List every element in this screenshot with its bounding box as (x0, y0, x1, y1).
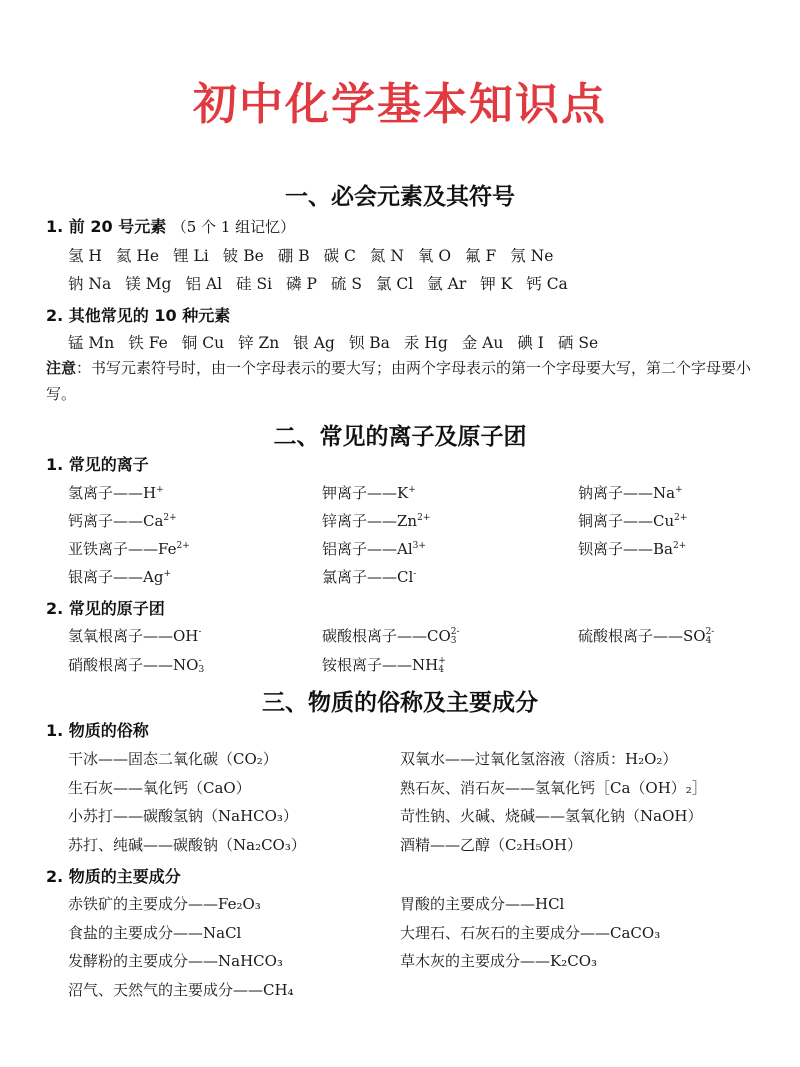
ion-entry (322, 510, 430, 531)
ion-entry (322, 482, 416, 503)
group-charge: 2- (705, 627, 715, 637)
s1-sub2-heading: 2. 其他常见的 10 种元素 (46, 306, 231, 325)
group-text: 铵根离子——NH (322, 656, 439, 674)
section-3-heading: 三、物质的俗称及主要成分 (262, 690, 538, 716)
ion-text: 银离子——Ag (68, 568, 164, 586)
element-row-2 (68, 272, 582, 294)
substance-entry: 干冰——固态二氧化碳（CO₂） (68, 750, 278, 768)
substance-entry: 苏打、纯碱——碳酸钠（Na₂CO₃） (68, 835, 306, 854)
page-title: 初中化学基本知识点 (193, 79, 607, 130)
element-symbol: 银 Ag (293, 334, 335, 352)
section-1-heading: 一、必会元素及其符号 (285, 184, 515, 210)
ion-entry (68, 482, 164, 503)
ion-text: 钠离子——Na (578, 484, 676, 502)
group-text: 硫酸根离子——SO (578, 627, 706, 645)
element-symbol: 铁 Fe (128, 334, 168, 352)
element-symbol: 铜 Cu (181, 334, 225, 352)
group-text: 碳酸根离子——CO (322, 627, 451, 645)
substance-entry: 生石灰——氧化钙（CaO） (68, 778, 251, 797)
group-charge: + (438, 656, 446, 666)
ion-entry (322, 566, 416, 587)
s2-sub1-heading: 1. 常见的离子 (46, 455, 149, 474)
ion-charge: 3+ (412, 541, 426, 551)
element-symbol: 钡 Ba (348, 334, 390, 352)
s1-sub1-label: 1. 前 20 号元素 (46, 217, 167, 236)
substance-entry: 酒精——乙醇（C₂H₅OH） (400, 835, 582, 854)
s1-sub1-note: （5 个 1 组记忆） (171, 218, 296, 236)
element-symbol: 钙 Ca (526, 275, 568, 293)
element-symbol: 镁 Mg (125, 275, 172, 293)
group-subscript: 4 (438, 665, 444, 675)
element-symbol: 碳 C (323, 247, 356, 265)
element-symbol: 氖 Ne (510, 247, 554, 265)
ion-charge: + (163, 569, 171, 579)
s3-sub2-heading: 2. 物质的主要成分 (46, 867, 181, 886)
element-symbol: 氯 Cl (375, 275, 414, 293)
s2-sub2-heading: 2. 常见的原子团 (46, 599, 165, 618)
ion-charge: + (675, 485, 683, 495)
element-symbol: 氮 N (369, 247, 404, 265)
ion-text: 铝离子——Al (322, 540, 413, 558)
group-charge: - (198, 656, 202, 666)
substance-entry: 小苏打——碳酸氢钠（NaHCO₃） (68, 807, 298, 825)
ion-text: 铜离子——Cu (578, 512, 675, 530)
substance-entry: 大理石、石灰石的主要成分——CaCO₃ (400, 923, 661, 942)
ion-text: 钙离子——Ca (68, 512, 164, 530)
element-symbol: 金 Au (461, 334, 504, 352)
substance-entry: 草木灰的主要成分——K₂CO₃ (400, 952, 598, 970)
substance-entry: 沼气、天然气的主要成分——CH₄ (68, 980, 294, 999)
group-subscript (198, 637, 201, 646)
note-paragraph (46, 355, 766, 407)
group-subscript: 3 (450, 636, 457, 646)
ion-text: 氢离子——H (68, 484, 157, 502)
element-symbol: 锌 Zn (238, 334, 280, 352)
ion-text: 钾离子——K (322, 484, 409, 502)
element-symbol: 锂 Li (173, 247, 209, 265)
element-symbol: 硅 Si (236, 275, 273, 293)
group-subscript: 4 (705, 636, 712, 646)
ion-entry (68, 566, 171, 587)
element-symbol: 氟 F (465, 247, 497, 265)
atomic-group-entry (322, 654, 446, 675)
element-symbol: 硒 Se (557, 334, 599, 352)
group-subscript: 3 (198, 665, 205, 675)
ion-text: 氯离子——Cl (322, 568, 414, 586)
group-charge: - (198, 627, 202, 637)
element-symbol: 氢 H (68, 247, 102, 265)
substance-entry: 发酵粉的主要成分——NaHCO₃ (68, 952, 283, 970)
atomic-group-entry (68, 654, 204, 675)
substance-entry: 熟石灰、消石灰——氢氧化钙［Ca（OH）₂］ (400, 778, 707, 797)
substance-entry: 赤铁矿的主要成分——Fe₂O₃ (68, 895, 261, 913)
group-text: 氢氧根离子——OH (68, 627, 199, 645)
ion-charge: 2+ (674, 513, 688, 523)
element-symbol: 氩 Ar (427, 275, 467, 293)
element-symbol: 氧 O (417, 247, 452, 265)
substance-entry: 胃酸的主要成分——HCl (400, 895, 565, 913)
ion-charge: - (413, 569, 417, 579)
ion-text: 钡离子——Ba (578, 540, 673, 558)
element-symbol: 钾 K (480, 275, 513, 293)
ion-text: 亚铁离子——Fe (68, 540, 177, 558)
element-row-3 (68, 331, 612, 353)
substance-entry: 食盐的主要成分——NaCl (68, 923, 242, 942)
element-row-1 (68, 244, 567, 266)
element-symbol: 铝 Al (185, 275, 223, 293)
group-charge: 2- (450, 627, 460, 637)
element-symbol: 铍 Be (222, 247, 264, 265)
s1-sub1-heading (46, 214, 295, 237)
ion-entry (68, 510, 177, 531)
substance-entry: 双氧水——过氧化氢溶液（溶质：H₂O₂） (400, 750, 678, 768)
substance-entry: 苛性钠、火碱、烧碱——氢氧化钠（NaOH） (400, 807, 703, 825)
element-symbol: 磷 P (286, 275, 317, 293)
atomic-group-entry (68, 625, 201, 646)
atomic-group-entry (578, 625, 714, 646)
s3-sub1-heading: 1. 物质的俗称 (46, 721, 149, 740)
ion-entry (322, 538, 426, 559)
element-symbol: 氦 He (115, 247, 160, 265)
ion-charge: 2+ (176, 541, 190, 551)
note-text: ：书写元素符号时，由一个字母表示的要大写；由两个字母表示的第一个字母要大写，第二个字母要小写。 (46, 359, 752, 403)
element-symbol: 碘 I (517, 334, 544, 352)
section-2-heading: 二、常见的离子及原子团 (273, 424, 527, 450)
ion-entry (578, 510, 687, 531)
ion-charge: 2+ (672, 541, 687, 551)
element-symbol: 硫 S (330, 275, 362, 293)
ion-charge: 2+ (163, 513, 177, 523)
atomic-group-entry (322, 625, 460, 646)
element-symbol: 硼 B (277, 247, 310, 265)
ion-text: 锌离子——Zn (322, 512, 418, 530)
ion-entry (578, 482, 683, 503)
element-symbol: 锰 Mn (68, 334, 115, 352)
note-label: 注意 (46, 359, 77, 377)
ion-entry (68, 538, 190, 559)
ion-entry (578, 538, 686, 559)
group-text: 硝酸根离子——NO (68, 656, 199, 674)
element-symbol: 钠 Na (68, 275, 112, 293)
ion-charge: 2+ (417, 513, 431, 523)
element-symbol: 汞 Hg (403, 334, 448, 352)
ion-charge: + (156, 485, 164, 495)
ion-charge: + (408, 485, 416, 495)
